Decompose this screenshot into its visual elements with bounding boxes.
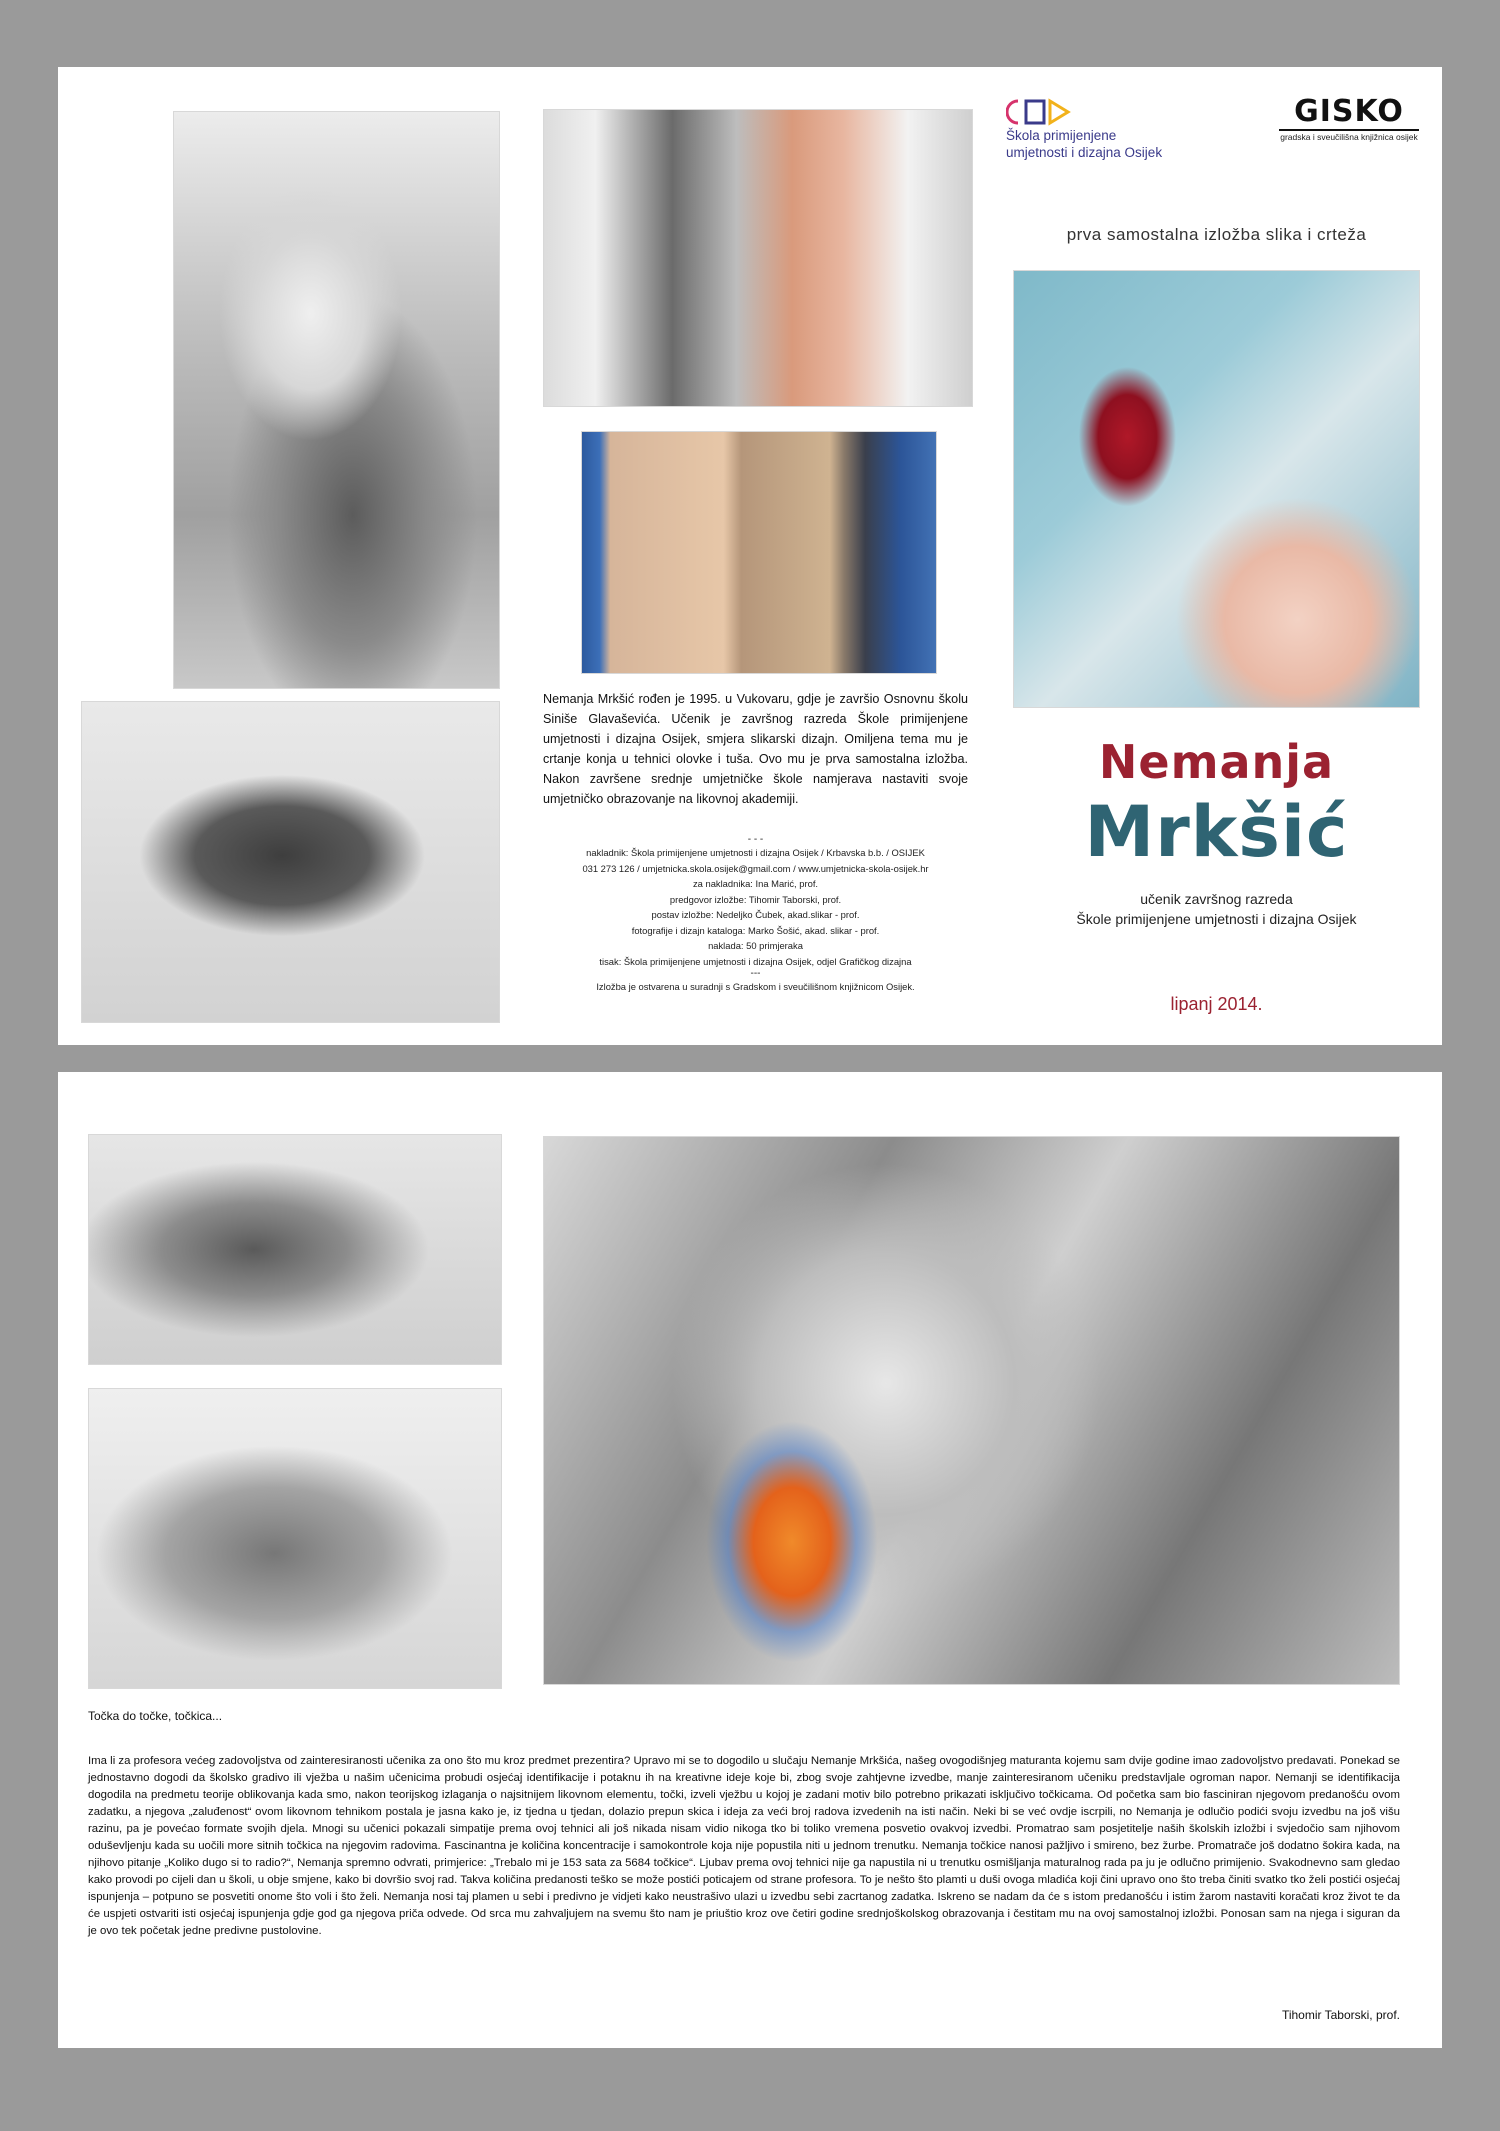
horsemen-pencil-artwork [88,1388,502,1689]
essay-text: Ima li za profesora većeg zadovoljstva od zainteresiranosti učenika za ono što mu kroz predmet prezentira? Upravo mi se to dogodilo u slučaju Nemanje Mrkšića, našeg ovogodišnjeg maturanta kojemu sam dvije godine imao zadovoljstvo predavati. Ponekad se jednostavno dogodi da školsko gradivo ili vježba u našim učenicima probudi osjećaj identifikacije i potaknu ih na kreativne ideje koje bi, zbog svoje zahtjevne izvedbe, manje zainteresiranom učeniku predstavljale ogroman napor. Nemanji se identifikacija dogodila na predmetu teorije oblikovanja kada smo, nakon teorijskog izlaganja o najsitnijem likovnom elementu, točki, izveli vježbu u kojoj je zadani motiv bilo potrebno prikazati isključivo točkicama. Od početka sam bio fasciniran njegovom predanošću ovom zadatku, a njegova „zaluđenost“ ovom likovnom tehnikom postala je jasna kako je, iz tjedna u tjedan, dolazio prepun skica i ideja za veći broj radova izvedenih na isti način. Neki bi se već ovdje iscrpili, no Nemanja je odlučio podići svoju izvedbu na još višu razinu, pa je povećao formate svojih djela. Mnogi su učenici pokazali simpatije prema ovoj tehnici ali još nikada nisam vidio nikoga tko bi toliko vremena posvetio ovakvoj izvedbi. Promatrao sam posjetitelje naših školskih izložbi i svjedočio sam njihovom oduševljenju kada su uočili more sitnih točkica na njegovim radovima. Fascinantna je količina koncentracije i samokontrole koja nije popustila niti u jednom trenutku. Nemanja točkice nanosi pažljivo i smireno, bez žurbe. Promatrače još dodatno šokira kada, na njihovo pitanje „Koliko dugo si to radio?“, Nemanja spremno odvrati, primjerice: „Trebalo mi je 153 sata za 5684 točkice“. Ljubav prema ovoj tehnici nije ga napustila ni u trenutku osmišljanja maturalnog rada pa ju je odlučno primijenio. Svakodnevno sam gledao kako provodi po cijeli dan u školi, u obje smjene, kako bi dovršio svoj rad. Takva količina predanosti teško se može postići poticajem od strane profesora. To je nešto što plamti u duši ovoga mladića koji čini upravo ono što treba činiti svatko tko želi postići osjećaj ispunjenja – potpuno se posvetiti onome što voli i što želi. Nemanja nosi taj plamen u sebi i predivno je vidjeti kako neustrašivo ulazi u izvedbu sebi zacrtanog zadatka. Iskreno se nadam da će s istom predanošću i istim žarom nastaviti koračati kroz život te da će uspjeti ostvariti isti osjećaj ispunjenja gdje god ga njegova priča odvede. Od srca mu zahvaljujem na svemu što nam je priuštio kroz ove četiri godine srednjoškolskog obrazovanja i čestitam mu na ovoj samostalnoj izložbi. Ponosan sam na njega i siguran da je ovo tek početak jedne predivne pustolovine. [88,1755,1400,1937]
artist-biography: Nemanja Mrkšić rođen je 1995. u Vukovaru, gdje je završio Osnovnu školu Siniše Glavaševića. Učenik je završnog razreda Škole primijenjene umjetnosti i dizajna Osijek, smjera slikarski dizajn. Omiljena tema mu je crtanje konja u tehnici olovke i tuša. Ovo mu je prva samostalna izložba. Nakon završene srednje umjetničke škole namjerava nastaviti svoje umjetničko obrazovanje na likovnoj akademiji. [543,692,968,806]
artist-role-line1: učenik završnog razreda [1140,891,1293,907]
imprint-line: za nakladnika: Ina Marić, prof. [692,878,819,889]
exhibition-photo [581,431,937,674]
galloping-horses-painting [543,109,973,407]
imprint-line: fotografije i dizajn kataloga: Marko Šošić, akad. slikar - prof. [631,924,880,936]
imprint-footer: Izložba je ostvarena u suradnji s Gradskom i sveučilišnom knjižnicom Osijek. [596,981,915,992]
imprint-line: postav izložbe: Nedeljko Čubek, akad.slikar - prof. [651,909,860,920]
imprint-line: 031 273 126 / umjetnicka.skola.osijek@gmail.com / www.umjetnicka-skola-osijek.hr [582,862,929,874]
imprint-separator: --- [750,968,761,979]
pencil-portrait-artwork [173,111,500,689]
rose-in-hand-painting [1013,270,1420,708]
horse-buggy-stipple-artwork [81,701,500,1023]
essay-signature: Tihomir Taborski, prof. [1281,2008,1400,2022]
exhibition-subtitle: prva samostalna izložba slika i crteža [1066,225,1367,244]
winged-angel-drawing [543,1136,1400,1685]
catalog-front-sheet [58,67,1442,1045]
essay-title: Točka do točke, točkica... [88,1709,223,1723]
artist-role-line2: Škole primijenjene umjetnosti i dizajna Osijek [1076,911,1357,927]
school-logo [1006,97,1162,161]
imprint-line: naklada: 50 primjeraka [708,940,803,951]
catalog-back-sheet [58,1072,1442,2048]
imprint-line: tisak: Škola primijenjene umjetnosti i dizajna Osijek, odjel Grafičkog dizajna [599,955,912,967]
library-logo [1279,95,1419,142]
school-logo-line1: Škola primijenjene [1006,128,1117,143]
imprint-line: nakladnik: Škola primijenjene umjetnosti i dizajna Osijek / Krbavska b.b. / OSIJEK [586,847,925,858]
library-logo-tagline: gradska i sveučilišna knjižnica osijek [1280,132,1418,142]
exhibition-date: lipanj 2014. [1170,994,1263,1014]
artist-last-name: Mrkšić [1084,791,1349,873]
bio-separator: - - - [747,834,764,845]
skeleton-stipple-artwork [88,1134,502,1365]
catalog-imprint [543,835,968,995]
library-logo-wordmark: GISKO [1279,95,1419,131]
school-logo-icon [1006,97,1076,127]
school-logo-line2: umjetnosti i dizajna Osijek [1006,145,1163,160]
artist-first-name: Nemanja [1098,735,1335,789]
imprint-line: predgovor izložbe: Tihomir Taborski, prof. [669,893,842,905]
